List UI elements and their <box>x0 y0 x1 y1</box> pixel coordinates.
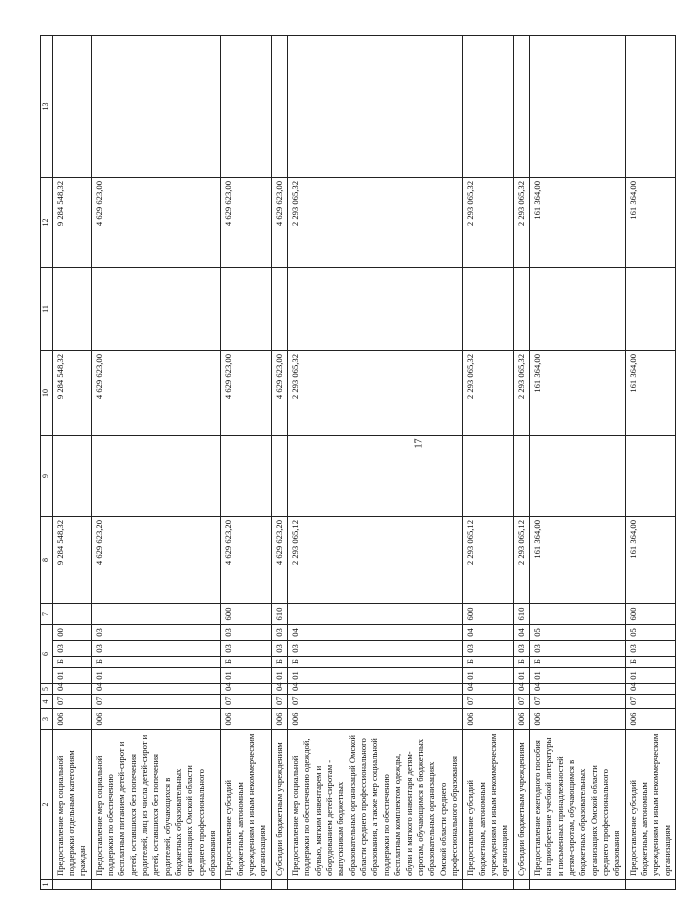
cell-c6b: Б <box>463 657 513 668</box>
cell-c13 <box>52 36 91 178</box>
cell-c13 <box>221 36 271 178</box>
cell-c12: 4 629 623,00 <box>271 178 287 268</box>
cell-c12: 161 364,00 <box>529 178 625 268</box>
cell-c6c: 03 <box>288 641 463 657</box>
cell-c6c: 03 <box>625 641 675 657</box>
cell-c3: 006 <box>513 709 529 730</box>
cell-c4: 07 <box>221 695 271 709</box>
cell-c13 <box>271 36 287 178</box>
cell-c3: 006 <box>625 709 675 730</box>
cell-c8: 4 629 623,20 <box>271 517 287 604</box>
cell-c6a: 01 <box>529 668 625 684</box>
cell-c6d: 04 <box>463 625 513 641</box>
cell-c6a: 01 <box>271 668 287 684</box>
cell-c9 <box>221 436 271 517</box>
cell-c5: 04 <box>221 684 271 695</box>
cell-c11 <box>529 268 625 351</box>
table-header-row <box>41 36 53 890</box>
cell-c4: 07 <box>271 695 287 709</box>
cell-c6d: 05 <box>625 625 675 641</box>
header-cell: 1 <box>41 880 53 890</box>
cell-c11 <box>463 268 513 351</box>
cell-c13 <box>513 36 529 178</box>
header-cell: 9 <box>41 436 53 517</box>
header-cell: 12 <box>41 178 53 268</box>
cell-c9 <box>513 436 529 517</box>
cell-c11 <box>513 268 529 351</box>
table-row <box>52 36 91 890</box>
cell-c7 <box>52 604 91 625</box>
cell-c1 <box>52 880 91 890</box>
cell-c3: 006 <box>52 709 91 730</box>
row-description: Предоставление ежегодного пособия на приобретение учебной литературы и письменных принадлежностей детям-сиротам, обучающимся в бюджетных образовательных организациях Омской области среднего профессионального образования <box>529 730 625 880</box>
table-row <box>463 36 513 890</box>
cell-c6c: 03 <box>221 641 271 657</box>
cell-c10: 4 629 623,00 <box>221 351 271 436</box>
cell-c7 <box>91 604 221 625</box>
cell-c6d: 03 <box>91 625 221 641</box>
header-cell: 13 <box>41 36 53 178</box>
header-cell: 6 <box>41 625 53 684</box>
cell-c8: 4 629 623,20 <box>91 517 221 604</box>
cell-c7: 610 <box>271 604 287 625</box>
cell-c8: 161 364,00 <box>529 517 625 604</box>
table-body <box>41 36 676 890</box>
table-row <box>271 36 287 890</box>
cell-c6c: 03 <box>463 641 513 657</box>
cell-c4: 07 <box>625 695 675 709</box>
cell-c6b: Б <box>52 657 91 668</box>
header-cell: 5 <box>41 684 53 695</box>
row-description: Предоставление субсидий бюджетным, автономным учреждениям и иным некоммерческим организациям <box>625 730 675 880</box>
cell-c9 <box>271 436 287 517</box>
cell-c8: 9 284 548,32 <box>52 517 91 604</box>
cell-c6d: 03 <box>221 625 271 641</box>
cell-c6b: Б <box>529 657 625 668</box>
table-row <box>221 36 271 890</box>
cell-c3: 006 <box>91 709 221 730</box>
cell-c8: 2 293 065,12 <box>288 517 463 604</box>
cell-c6b: Б <box>221 657 271 668</box>
cell-c12: 2 293 065,32 <box>463 178 513 268</box>
cell-c5: 04 <box>513 684 529 695</box>
cell-c12: 4 629 623,00 <box>221 178 271 268</box>
cell-c8: 2 293 065,12 <box>513 517 529 604</box>
cell-c4: 07 <box>52 695 91 709</box>
cell-c4: 07 <box>529 695 625 709</box>
cell-c5: 04 <box>271 684 287 695</box>
cell-c3: 006 <box>288 709 463 730</box>
header-cell: 8 <box>41 517 53 604</box>
row-description: Предоставление субсидий бюджетным, автономным учреждениям и иным некоммерческим организациям <box>221 730 271 880</box>
cell-c10: 161 364,00 <box>529 351 625 436</box>
cell-c8: 2 293 065,12 <box>463 517 513 604</box>
cell-c6c: 03 <box>91 641 221 657</box>
cell-c6a: 01 <box>288 668 463 684</box>
cell-c10: 4 629 623,00 <box>91 351 221 436</box>
cell-c5: 04 <box>463 684 513 695</box>
cell-c12: 2 293 065,32 <box>288 178 463 268</box>
cell-c6c: 03 <box>271 641 287 657</box>
cell-c6a: 01 <box>91 668 221 684</box>
cell-c6d: 04 <box>288 625 463 641</box>
cell-c7 <box>288 604 463 625</box>
header-cell: 11 <box>41 268 53 351</box>
cell-c8: 4 629 623,20 <box>221 517 271 604</box>
cell-c9 <box>91 436 221 517</box>
cell-c9 <box>529 436 625 517</box>
cell-c11 <box>271 268 287 351</box>
cell-c10: 2 293 065,32 <box>463 351 513 436</box>
cell-c1 <box>91 880 221 890</box>
cell-c3: 006 <box>463 709 513 730</box>
cell-c5: 04 <box>52 684 91 695</box>
cell-c10: 9 284 548,32 <box>52 351 91 436</box>
budget-table <box>40 35 676 890</box>
cell-c11 <box>288 268 463 351</box>
cell-c9 <box>288 436 463 517</box>
cell-c1 <box>221 880 271 890</box>
cell-c12: 9 284 548,32 <box>52 178 91 268</box>
cell-c11 <box>221 268 271 351</box>
cell-c1 <box>463 880 513 890</box>
cell-c12: 4 629 623,00 <box>91 178 221 268</box>
cell-c13 <box>463 36 513 178</box>
cell-c4: 07 <box>288 695 463 709</box>
cell-c6a: 01 <box>221 668 271 684</box>
cell-c6a: 01 <box>52 668 91 684</box>
cell-c10: 4 629 623,00 <box>271 351 287 436</box>
cell-c6c: 03 <box>52 641 91 657</box>
cell-c11 <box>625 268 675 351</box>
cell-c6d: 05 <box>529 625 625 641</box>
cell-c6a: 01 <box>625 668 675 684</box>
cell-c6b: Б <box>625 657 675 668</box>
table-row <box>513 36 529 890</box>
header-cell: 10 <box>41 351 53 436</box>
cell-c1 <box>529 880 625 890</box>
cell-c7: 600 <box>463 604 513 625</box>
cell-c12: 161 364,00 <box>625 178 675 268</box>
table-row <box>288 36 463 890</box>
cell-c12: 2 293 065,32 <box>513 178 529 268</box>
row-description: Предоставление мер социальной поддержки отдельным категориям граждан <box>52 730 91 880</box>
cell-c3: 006 <box>221 709 271 730</box>
cell-c6c: 03 <box>513 641 529 657</box>
cell-c13 <box>529 36 625 178</box>
cell-c13 <box>288 36 463 178</box>
cell-c4: 07 <box>463 695 513 709</box>
cell-c1 <box>513 880 529 890</box>
row-description: Предоставление мер социальной поддержки по обеспечению одеждой, обувью, мягким инвентарем и оборудованием детей-сиротам - выпускникам бюджетных образовательных организаций Омской области среднего профессионального образования, а также мер социальной поддержки по обеспечению бесплатным комплектом одежды, обуви и мягкого инвентаря детям-сиротам, обучающимся в бюджетных образовательных организациях Омской области среднего профессионального образования <box>288 730 463 880</box>
cell-c5: 04 <box>625 684 675 695</box>
rotated-page <box>40 36 672 890</box>
cell-c6d: 00 <box>52 625 91 641</box>
cell-c1 <box>288 880 463 890</box>
cell-c5: 04 <box>91 684 221 695</box>
table-row <box>529 36 625 890</box>
cell-c13 <box>625 36 675 178</box>
header-cell: 2 <box>41 730 53 880</box>
cell-c9 <box>463 436 513 517</box>
cell-c6b: Б <box>271 657 287 668</box>
cell-c6d: 04 <box>513 625 529 641</box>
row-description: Субсидии бюджетным учреждениям <box>513 730 529 880</box>
cell-c8: 161 364,00 <box>625 517 675 604</box>
cell-c6a: 01 <box>463 668 513 684</box>
cell-c6b: Б <box>288 657 463 668</box>
row-description: Предоставление субсидий бюджетным, автономным учреждениям и иным некоммерческим организациям <box>463 730 513 880</box>
cell-c3: 006 <box>529 709 625 730</box>
cell-c7: 600 <box>221 604 271 625</box>
cell-c10: 2 293 065,32 <box>288 351 463 436</box>
header-cell: 3 <box>41 709 53 730</box>
cell-c13 <box>91 36 221 178</box>
cell-c6c: 03 <box>529 641 625 657</box>
cell-c6b: Б <box>513 657 529 668</box>
page-number: 17 <box>413 438 425 449</box>
cell-c1 <box>625 880 675 890</box>
cell-c6d: 03 <box>271 625 287 641</box>
cell-c5: 04 <box>288 684 463 695</box>
cell-c6a: 01 <box>513 668 529 684</box>
cell-c1 <box>271 880 287 890</box>
row-description: Субсидии бюджетным учреждениям <box>271 730 287 880</box>
cell-c4: 07 <box>513 695 529 709</box>
cell-c4: 07 <box>91 695 221 709</box>
cell-c11 <box>91 268 221 351</box>
cell-c9 <box>625 436 675 517</box>
cell-c3: 006 <box>271 709 287 730</box>
cell-c9 <box>52 436 91 517</box>
header-cell: 4 <box>41 695 53 709</box>
cell-c11 <box>52 268 91 351</box>
cell-c10: 161 364,00 <box>625 351 675 436</box>
cell-c10: 2 293 065,32 <box>513 351 529 436</box>
cell-c5: 04 <box>529 684 625 695</box>
cell-c7 <box>529 604 625 625</box>
cell-c6b: Б <box>91 657 221 668</box>
cell-c7: 610 <box>513 604 529 625</box>
table-row <box>91 36 221 890</box>
row-description: Предоставление мер социальной поддержки по обеспечению бесплатным питанием детей-сирот и детей, оставшихся без попечения родителей, лиц из числа детей-сирот и детей, оставшихся без попечения родителей, обучающихся в бюджетных образовательных организациях Омской области среднего профессионального образования <box>91 730 221 880</box>
table-row <box>625 36 675 890</box>
header-cell: 7 <box>41 604 53 625</box>
cell-c7: 600 <box>625 604 675 625</box>
